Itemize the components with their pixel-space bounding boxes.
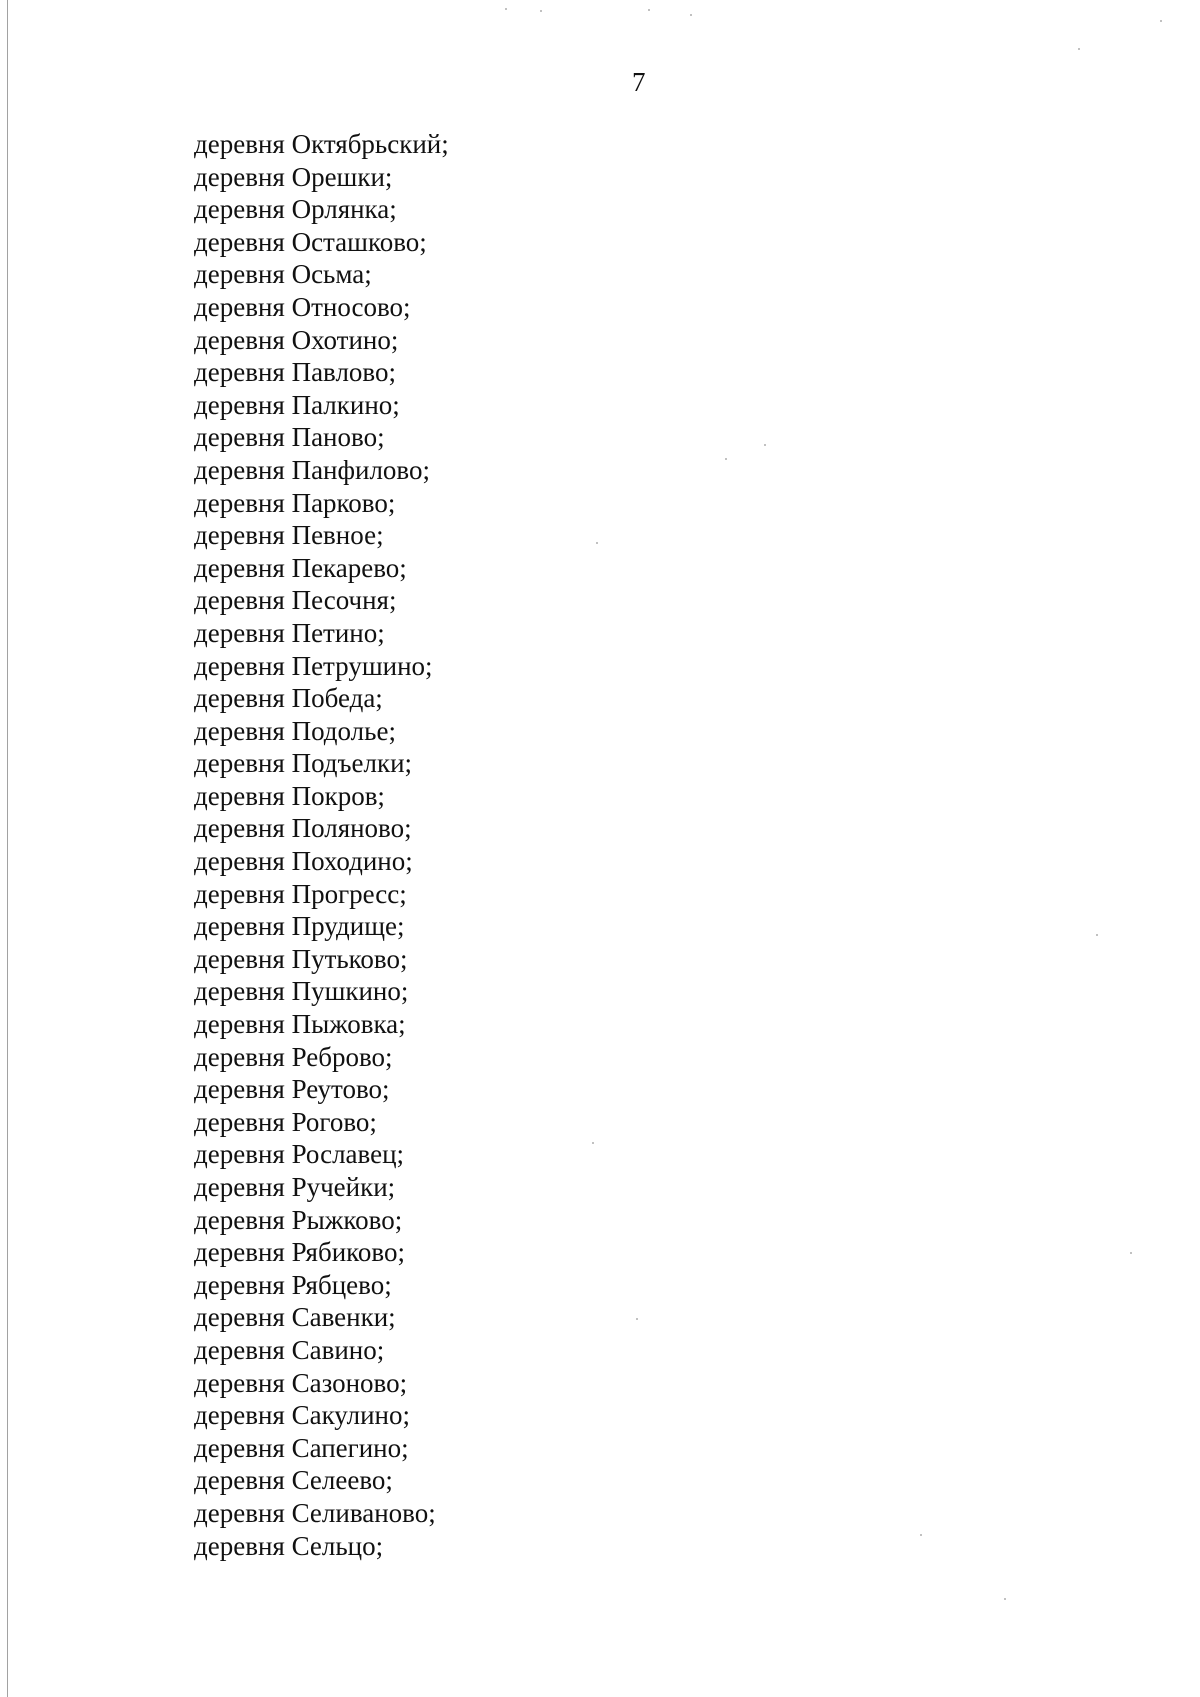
list-item: деревня Октябрьский;	[194, 129, 449, 159]
list-item: деревня Прудище;	[194, 911, 405, 942]
list-item: деревня Палкино;	[194, 389, 400, 420]
list-item: деревня Пушкино;	[194, 976, 409, 1007]
scan-speck	[505, 8, 507, 10]
scan-speck	[592, 1142, 594, 1144]
list-item: деревня Сапегино;	[194, 1432, 409, 1463]
list-item: деревня Покров;	[194, 780, 385, 811]
scan-speck	[1160, 20, 1162, 22]
list-item: деревня Пыжовка;	[194, 1009, 406, 1040]
list-item: деревня Панфилово;	[194, 454, 430, 485]
scan-speck	[1096, 934, 1098, 936]
scan-speck	[636, 1318, 638, 1320]
list-item: деревня Селеево;	[194, 1465, 393, 1496]
list-item: деревня Рябиково;	[194, 1237, 405, 1268]
village-list	[194, 128, 449, 1562]
list-item: деревня Савино;	[194, 1334, 385, 1365]
list-item: деревня Петино;	[194, 617, 385, 648]
list-item: деревня Походино;	[194, 846, 413, 877]
list-item: деревня Реутово;	[194, 1074, 390, 1105]
list-item: деревня Певное;	[194, 520, 384, 551]
list-item: деревня Прогресс;	[194, 878, 407, 909]
scan-speck	[540, 10, 542, 12]
list-item: деревня Рогово;	[194, 1106, 377, 1137]
list-item: деревня Путьково;	[194, 943, 408, 974]
list-item: деревня Орешки;	[194, 161, 393, 192]
list-item: деревня Рославец;	[194, 1139, 405, 1170]
scan-speck	[1130, 1252, 1132, 1254]
scan-speck	[596, 542, 598, 544]
scan-speck	[648, 9, 650, 11]
list-item: деревня Сакулино;	[194, 1400, 410, 1431]
list-item: деревня Ручейки;	[194, 1172, 396, 1202]
list-item: деревня Паново;	[194, 422, 385, 453]
list-item: деревня Осьма;	[194, 259, 372, 290]
scan-speck	[920, 1534, 922, 1536]
page-number: 7	[632, 67, 646, 97]
list-item: деревня Реброво;	[194, 1041, 393, 1072]
scan-speck	[1004, 1598, 1006, 1600]
scan-speck	[1078, 48, 1080, 50]
list-item: деревня Петрушино;	[194, 650, 433, 681]
list-item: деревня Песочня;	[194, 585, 397, 616]
list-item: деревня Охотино;	[194, 324, 399, 355]
list-item: деревня Сазоново;	[194, 1367, 408, 1398]
scan-left-edge	[7, 0, 8, 1697]
list-item: деревня Орлянка;	[194, 194, 397, 225]
list-item: деревня Пекарево;	[194, 552, 407, 583]
list-item: деревня Парково;	[194, 487, 396, 518]
scan-speck	[764, 444, 766, 446]
list-item: деревня Рыжково;	[194, 1204, 403, 1235]
list-item: деревня Победа;	[194, 683, 383, 714]
list-item: деревня Подолье;	[194, 715, 396, 746]
list-item: деревня Сельцо;	[194, 1530, 384, 1561]
list-item: деревня Селиваново;	[194, 1497, 436, 1528]
list-item: деревня Поляново;	[194, 813, 412, 844]
list-item: деревня Осташково;	[194, 226, 427, 257]
scan-speck	[690, 14, 692, 16]
list-item: деревня Павлово;	[194, 357, 396, 388]
list-item: деревня Относово;	[194, 291, 411, 322]
list-item: деревня Подъелки;	[194, 748, 413, 779]
scan-speck	[725, 458, 727, 460]
list-item: деревня Рябцево;	[194, 1269, 392, 1300]
list-item: деревня Савенки;	[194, 1302, 396, 1333]
